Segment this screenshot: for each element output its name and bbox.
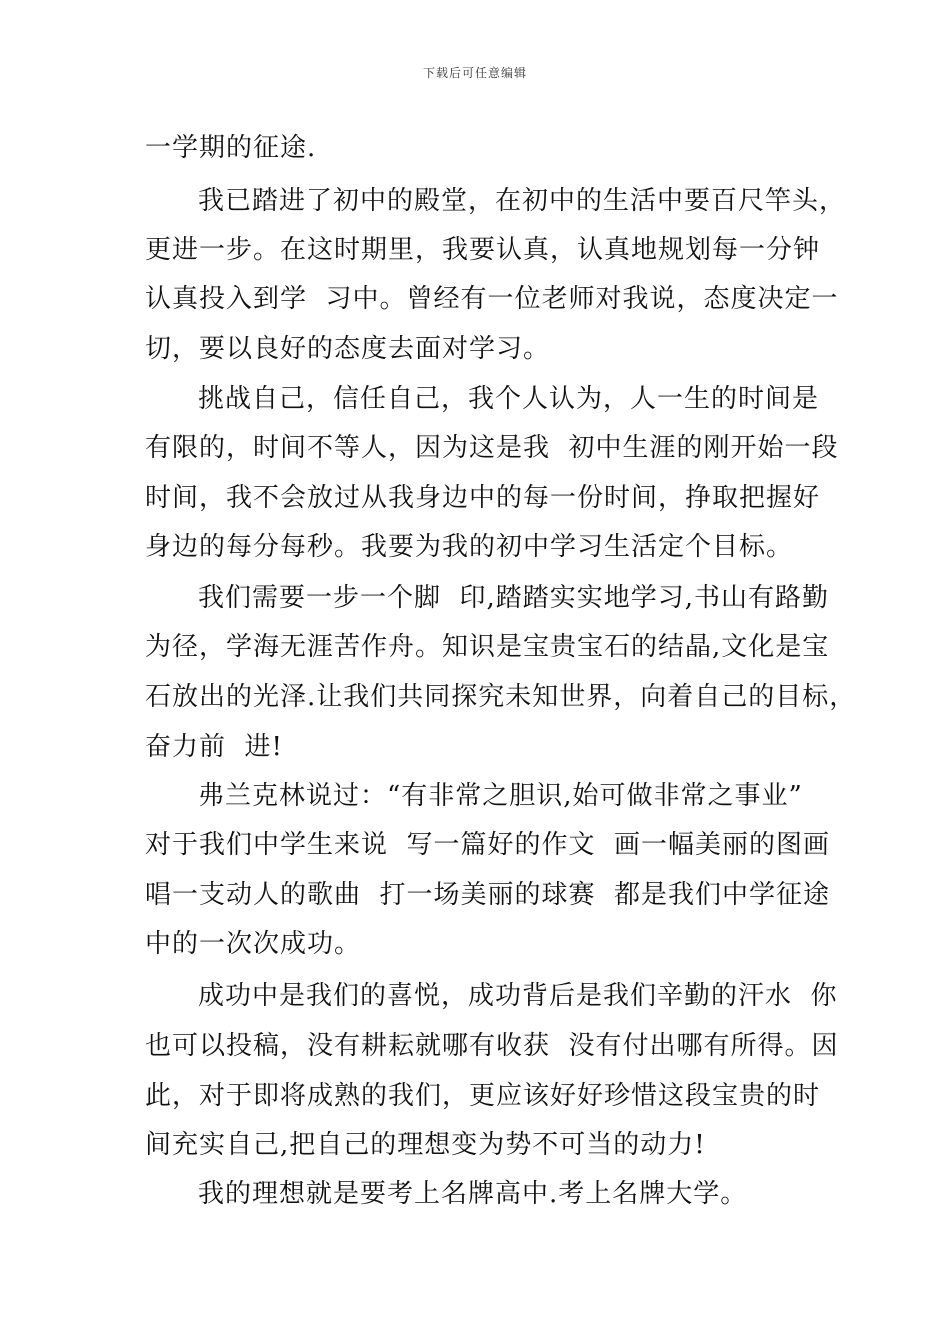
text-line: 有限的，时间不等人，因为这是我 初中生涯的刚开始一段 <box>145 433 839 463</box>
text-line: 间充实自己,把自己的理想变为势不可当的动力! <box>145 1130 706 1160</box>
text-line: 一学期的征途. <box>145 133 317 163</box>
text-line: 切，要以良好的态度去面对学习。 <box>145 334 551 364</box>
paragraph-first-line: 挑战自己，信任自己，我个人认为，人一生的时间是 <box>198 384 820 414</box>
text-line: 认真投入到学 习中。曾经有一位老师对我说，态度决定一 <box>145 284 839 314</box>
paragraph-first-line: 我们需要一步一个脚 印,踏踏实实地学习,书山有路勤 <box>198 583 830 613</box>
text-line: 时间，我不会放过从我身边中的每一份时间，挣取把握好 <box>145 483 821 513</box>
text-line: 中的一次次成功。 <box>145 929 362 959</box>
text-line: 奋力前 进! <box>145 732 283 762</box>
text-line: 石放出的光泽.让我们共同探究未知世界，向着自己的目标， <box>145 682 857 712</box>
text-line: 对于我们中学生来说 写一篇好的作文 画一幅美丽的图画 <box>145 830 831 860</box>
paragraph-first-line: 弗兰克林说过：“有非常之胆识,始可做非常之事业” <box>198 781 803 811</box>
text-line: 更进一步。在这时期里，我要认真，认真地规划每一分钟 <box>145 235 821 265</box>
text-line: 身边的每分每秒。我要为我的初中学习生活定个目标。 <box>145 532 794 562</box>
text-line: 也可以投稿，没有耕耘就哪有收获 没有付出哪有所得。因 <box>145 1031 839 1061</box>
text-line: 唱一支动人的歌曲 打一场美丽的球赛 都是我们中学征途 <box>145 880 831 910</box>
paragraph-first-line: 我已踏进了初中的殿堂，在初中的生活中要百尺竿头， <box>198 186 847 216</box>
text-line: 为径，学海无涯苦作舟。知识是宝贵宝石的结晶,文化是宝 <box>145 632 830 662</box>
page-header: 下载后可任意编辑 <box>422 66 527 80</box>
paragraph-first-line: 我的理想就是要考上名牌高中.考上名牌大学。 <box>198 1179 748 1209</box>
text-line: 此，对于即将成熟的我们，更应该好好珍惜这段宝贵的时 <box>145 1081 821 1111</box>
paragraph-first-line: 成功中是我们的喜悦，成功背后是我们辛勤的汗水 你 <box>198 981 838 1011</box>
